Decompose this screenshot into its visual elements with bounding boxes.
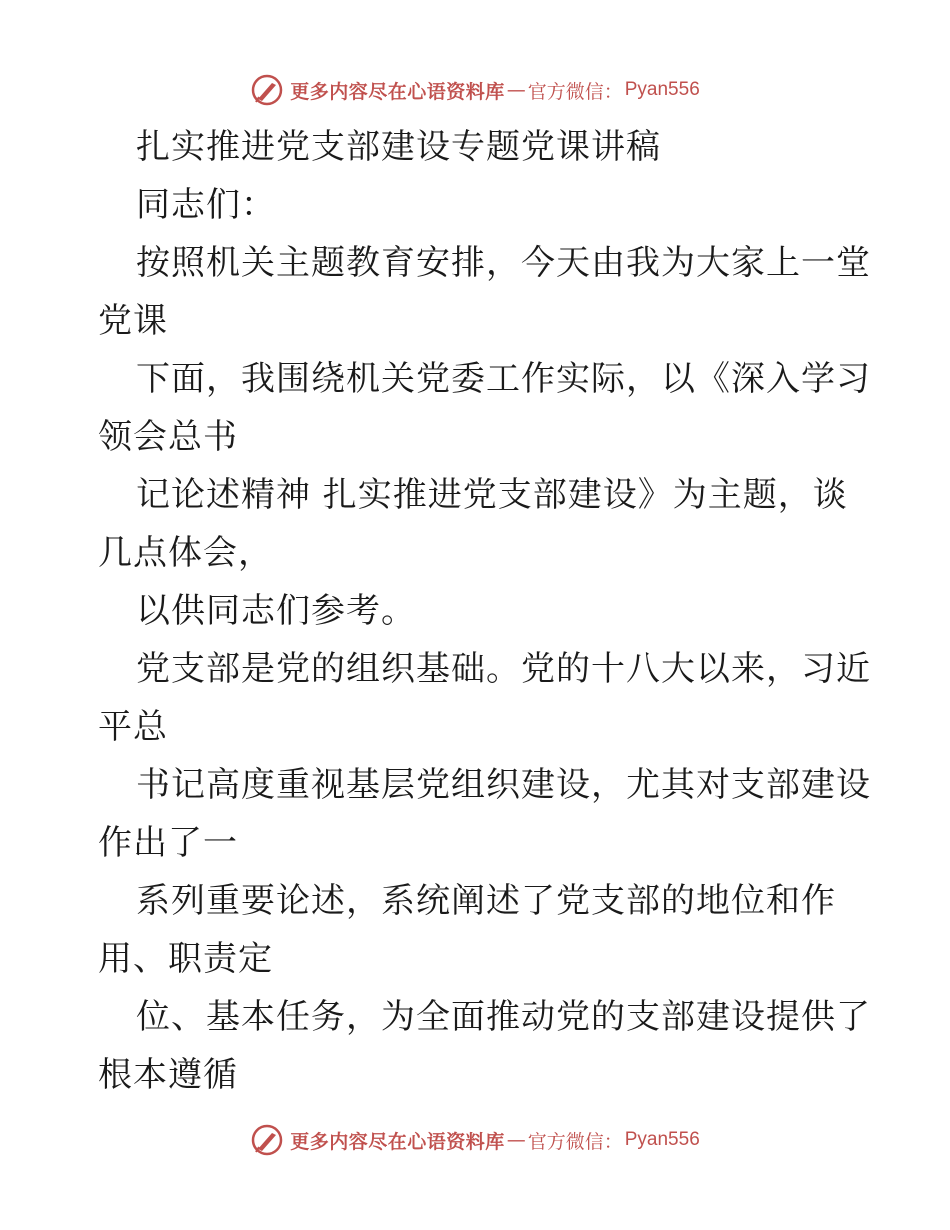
text-line: 记论述精神 扎实推进党支部建设》为主题，谈 [136,475,848,515]
watermark-contact-id: Pyan556 [624,79,700,100]
watermark-contact-label: 官方微信： [527,1130,623,1153]
text-line: 党支部是党的组织基础。党的十八大以来，习近 [136,649,871,689]
text-line: 用、职责定 [98,939,273,979]
document-body [98,118,871,1104]
header-watermark [0,70,950,110]
watermark-dash: — [506,79,526,101]
text-line: 党课 [98,301,168,341]
text-line: 同志们： [136,185,276,225]
watermark-contact-id: Pyan556 [624,1129,700,1150]
text-line: 根本遵循 [98,1055,238,1095]
footer-watermark [0,1120,950,1160]
text-line: 几点体会， [98,533,273,573]
text-line: 位、基本任务，为全面推动党的支部建设提供了 [136,997,871,1037]
text-line: 以供同志们参考。 [136,591,416,631]
watermark-text: 更多内容尽在心语资料库 [290,80,505,103]
text-line: 系列重要论述，系统阐述了党支部的地位和作 [136,881,836,921]
text-line: 扎实推进党支部建设专题党课讲稿 [136,127,661,167]
text-line: 按照机关主题教育安排，今天由我为大家上一堂 [136,243,871,283]
text-line: 作出了一 [98,823,238,863]
quill-pen-logo-icon [250,73,284,107]
watermark-contact-label: 官方微信： [527,80,623,103]
text-line: 下面，我围绕机关党委工作实际，以《深入学习 [136,359,871,399]
watermark-text: 更多内容尽在心语资料库 [290,1130,505,1153]
text-line: 领会总书 [98,417,238,457]
watermark-dash: — [506,1129,526,1151]
text-line: 书记高度重视基层党组织建设，尤其对支部建设 [136,765,871,805]
text-line: 平总 [98,707,168,747]
quill-pen-logo-icon [250,1123,284,1157]
